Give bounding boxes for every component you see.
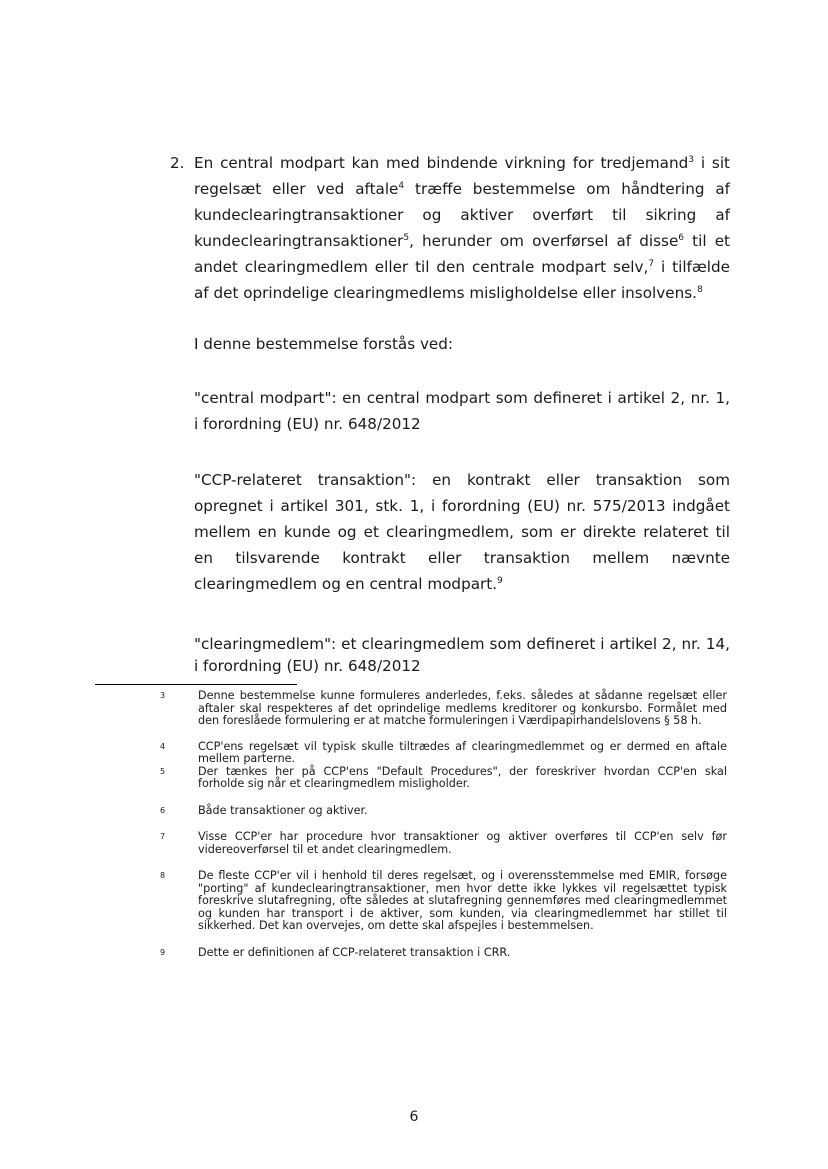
footnote xyxy=(160,947,727,960)
footnote xyxy=(160,741,727,766)
footnotes xyxy=(160,690,727,959)
footnote xyxy=(160,805,727,818)
definition-ccp-transaction xyxy=(194,467,730,597)
footnote-ref: 6 xyxy=(678,232,685,243)
footnote xyxy=(160,870,727,933)
footnote-separator xyxy=(95,684,297,685)
item-number: 2. xyxy=(170,154,185,172)
definition-clearingmedlem: "clearingmedlem": et clearingmedlem som defineret i artikel 2, nr. 14, i forordning (EU) nr. 648/2012 xyxy=(194,635,730,675)
footnote-number: 9 xyxy=(160,947,166,957)
footnote-number: 7 xyxy=(160,832,166,841)
definition-text: "CCP-relateret transaktion": en kontrakt eller transaktion som opregnet i artikel 301, stk. 1, i forordning (EU) nr. 575/2013 indgået mellem en kunde og et clearingmedlem, som er direkte relateret til en tilsvarende kontrakt eller transaktion mellem nævnte clearingmedlem og en central modpart. xyxy=(194,471,730,593)
footnote-ref: 9 xyxy=(497,575,503,586)
footnote-text: Denne bestemmelse kunne formuleres anderledes, f.eks. således at sådanne regelsæt eller aftaler skal respekteres af det oprindelige medlems kreditorer og konkursbo. Formålet med den foreslåede formulering er at matche formuleringen i Værdipapirhandelslovens § 58 h. xyxy=(198,689,727,727)
item-text-part: til et andet clearingmedlem eller til den centrale modpart selv, xyxy=(194,232,730,276)
numbered-paragraph xyxy=(170,150,730,306)
footnote-text: De fleste CCP'er vil i henhold til deres regelsæt, og i overensstemmelse med EMIR, forsøge "porting" af kundeclearingtransaktioner, men hvor dette ikke lykkes vil regelsættet typisk foreskrive slutafregning, ofte således at slutafregning gennemføres med clearingmedlemmet og kunden har transport i de aktiver, som kunden, via clearingmedlemmet har stillet til sikkerhed. Det kan overvejes, om dette skal afspejles i bestemmelsen. xyxy=(198,869,727,932)
footnote xyxy=(160,766,727,791)
item-text-part: træffe bestemmelse om håndtering af kundeclearingtransaktioner og aktiver overført til sikring af kundeclearingtransaktioner xyxy=(194,180,730,250)
footnote-ref: 3 xyxy=(688,154,694,165)
footnote xyxy=(160,831,727,856)
footnote-number: 3 xyxy=(160,691,166,700)
footnote-number: 8 xyxy=(160,871,166,880)
footnote-number: 6 xyxy=(160,805,166,815)
footnote-text: CCP'ens regelsæt vil typisk skulle tiltrædes af clearingmedlemmet og er dermed en aftale mellem parterne. xyxy=(198,739,727,765)
item-text-part: i tilfælde af det oprindelige clearingmedlems misligholdelse eller insolvens. xyxy=(194,258,730,302)
page-number: 6 xyxy=(409,1109,419,1125)
footnote-text: Dette er definitionen af CCP-relateret transaktion i CRR. xyxy=(198,945,511,959)
footnote-number: 4 xyxy=(160,741,166,751)
definitions-intro: I denne bestemmelse forstås ved: xyxy=(194,335,454,353)
definition-central-modpart: "central modpart": en central modpart som defineret i artikel 2, nr. 1, i forordning (EU) nr. 648/2012 xyxy=(194,389,730,433)
footnote-ref: 5 xyxy=(403,232,410,243)
item-text-part: En central modpart kan med bindende virkning for tredjemand xyxy=(194,154,689,172)
footnote-ref: 7 xyxy=(648,258,655,269)
footnote-text: Både transaktioner og aktiver. xyxy=(198,803,368,817)
footnote-text: Visse CCP'er har procedure hvor transaktioner og aktiver overføres til CCP'en selv før videreoverførsel til et andet clearingmedlem. xyxy=(198,830,727,856)
footnote-number: 5 xyxy=(160,766,166,776)
footnote-text: Der tænkes her på CCP'ens "Default Procedures", der foreskriver hvordan CCP'en skal forholde sig når et clearingmedlem misligholder. xyxy=(198,764,727,790)
footnote xyxy=(160,690,727,728)
item-text-part: i sit regelsæt eller ved aftale xyxy=(194,154,730,198)
item-text xyxy=(194,150,730,306)
footnote-ref: 4 xyxy=(398,180,405,191)
item-text-part: , herunder om overførsel af disse xyxy=(409,232,679,250)
footnote-ref: 8 xyxy=(696,284,703,295)
main-text xyxy=(170,150,730,677)
